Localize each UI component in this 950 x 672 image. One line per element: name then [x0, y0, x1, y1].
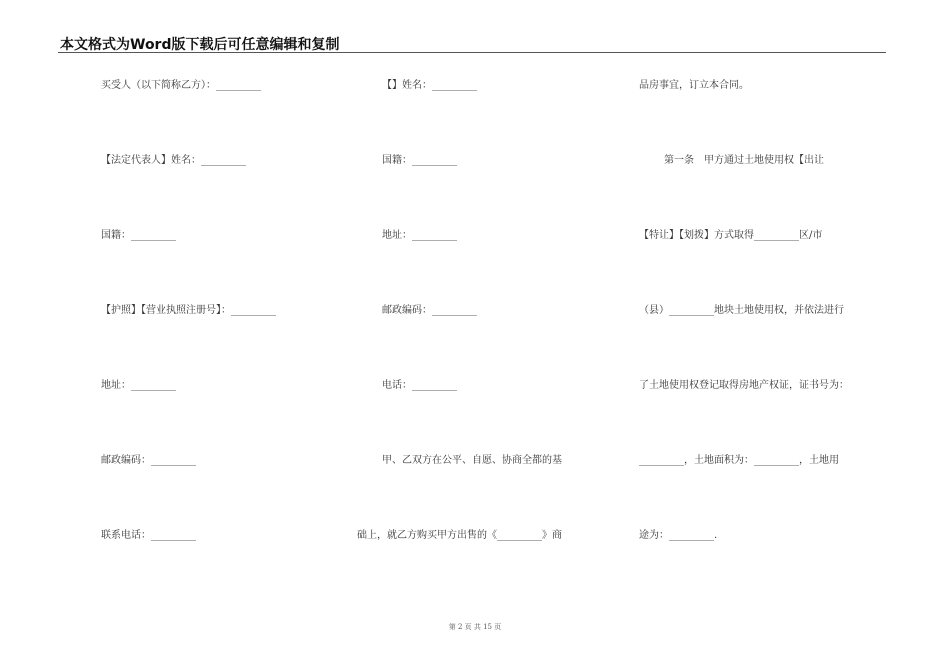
- page-number: 第 2 页 共 15 页: [448, 623, 502, 631]
- right-line-article-one: 第一条 甲方通过土地使用权【出让: [664, 155, 824, 166]
- middle-line-postcode: 邮政编码：_________: [382, 305, 477, 316]
- middle-line-agreement: 甲、乙双方在公平、自愿、协商全都的基: [382, 455, 562, 466]
- left-line-phone: 联系电话：_________: [101, 530, 196, 541]
- middle-line-phone: 电话：_________: [382, 380, 457, 391]
- right-line-transfer: 【特让】【划拨】方式取得_________区/市: [639, 230, 823, 241]
- header-title: 本文格式为Word版下载后可任意编辑和复制: [60, 37, 340, 53]
- left-line-nationality: 国籍：_________: [101, 230, 176, 241]
- right-line-registration: 了土地使用权登记取得房地产权证，证书号为：: [639, 380, 849, 391]
- left-line-passport: 【护照】【营业执照注册号】：_________: [101, 305, 276, 316]
- middle-line-address: 地址：_________: [382, 230, 457, 241]
- header-divider: [58, 52, 886, 53]
- right-line-land-use: 途为：_________.: [639, 530, 718, 541]
- middle-line-purchase: 础上，就乙方购买甲方出售的《_________》商: [357, 530, 562, 541]
- left-line-postcode: 邮政编码：_________: [101, 455, 196, 466]
- middle-line-nationality: 国籍：_________: [382, 155, 457, 166]
- right-line-land-area: _________，土地面积为：_________，土地用: [639, 455, 839, 466]
- left-line-address: 地址：_________: [101, 380, 176, 391]
- right-line-contract: 品房事宜，订立本合同。: [639, 80, 749, 91]
- middle-line-name: 【】姓名：_________: [382, 80, 477, 91]
- right-line-county: （县）_________地块土地使用权，并依法进行: [639, 305, 844, 316]
- left-line-buyer: 买受人（以下简称乙方）：_________: [101, 80, 261, 91]
- left-line-legal-rep: 【法定代表人】姓名：_________: [101, 155, 246, 166]
